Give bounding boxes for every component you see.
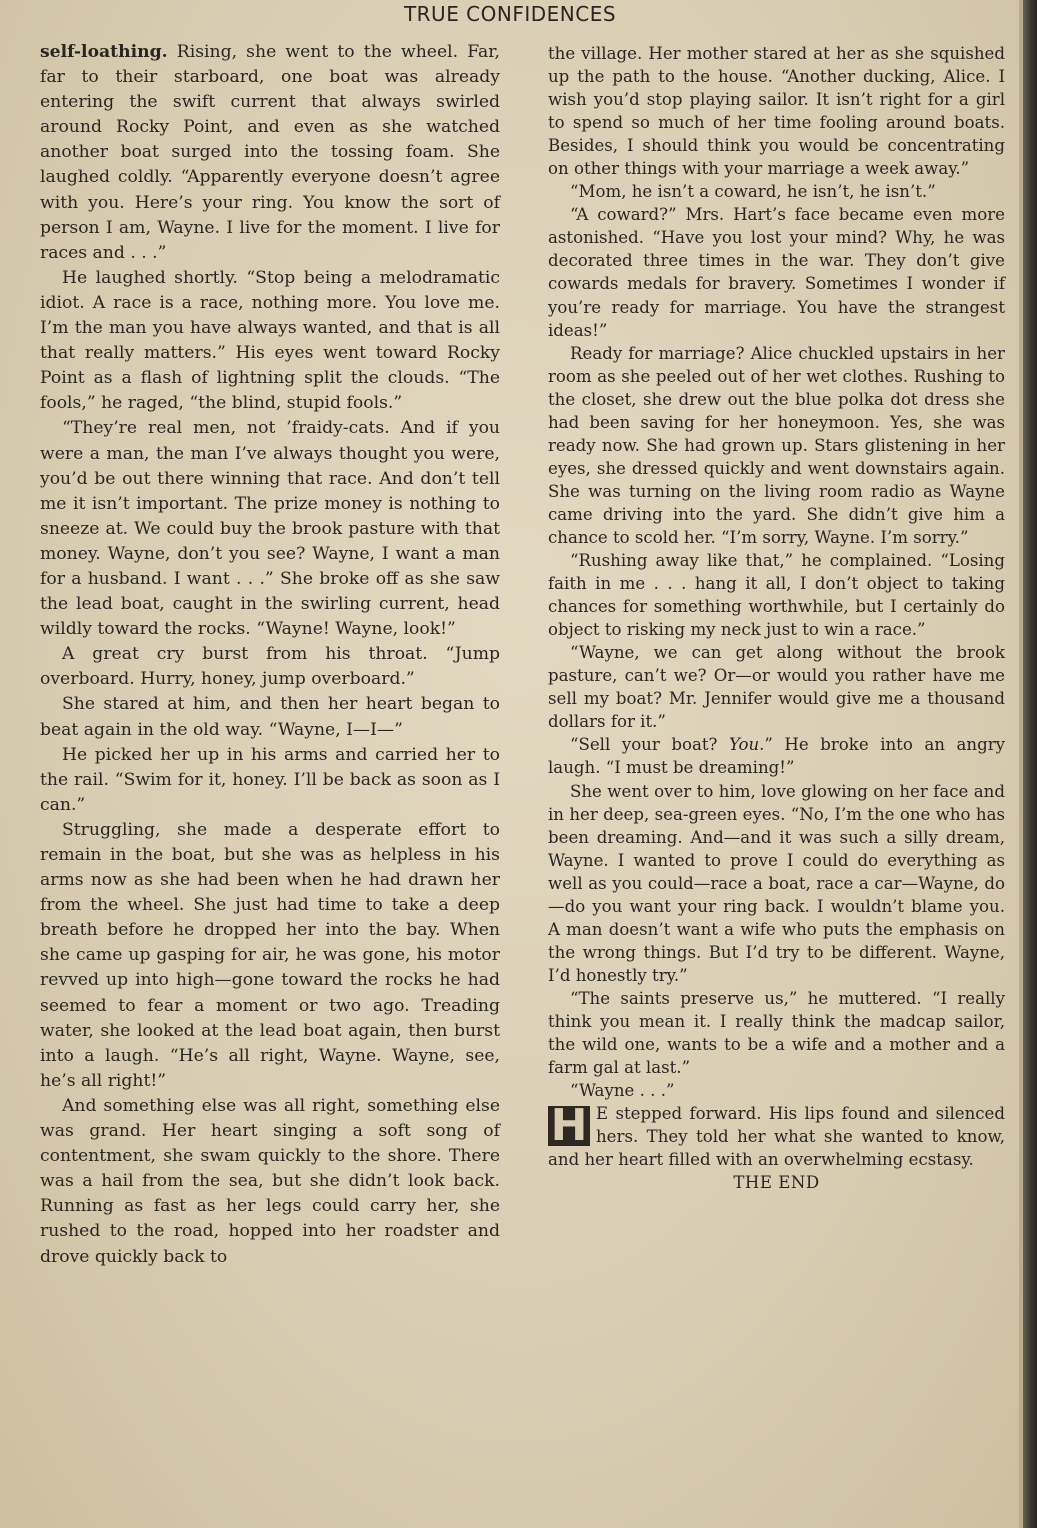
paragraph xyxy=(40,40,500,266)
paragraph: “The saints preserve us,” he muttered. “I really think you mean it. I really think the madcap sailor, the wild one, wants to be a wife and a mother and a farm gal at last.” xyxy=(548,988,1005,1078)
paragraph: And something else was all right, something else was grand. Her heart singing a soft song of contentment, she swam quickly to the shore. There was a hail from the sea, but she didn’t look back. Running as fast as her legs could carry her, she rushed to the road, hopped into her roadster and drove quickly back to xyxy=(40,1095,500,1267)
paragraph: “They’re real men, not ’fraidy-cats. And if you were a man, the man I’ve always thought you were, you’d be out there winning that race. And don’t tell me it isn’t important. The prize money is nothing to sneeze at. We could buy the brook pasture with that money. Wayne, don’t you see? Wayne, I want a man for a husband. I want . . .” She broke off as she saw the lead boat, caught in the swirling current, head wildly toward the rocks. “Wayne! Wayne, look!” xyxy=(40,418,500,640)
paragraph xyxy=(548,733,1005,779)
paragraph-text: Rising, she went to the wheel. Far, far to their starboard, one boat was already entering the swift current that always swirled around Rocky Point, and even as she watched another boat surged into the tossing foam. She laughed coldly. “Apparently everyone doesn’t agree with you. Here’s your ring. You know the sort of person I am, Wayne. I live for the moment. I live for races and . . .” xyxy=(40,42,500,263)
the-end-label: THE END xyxy=(733,1173,820,1193)
right-column xyxy=(548,42,1005,1194)
paragraph: “Mom, he isn’t a coward, he isn’t, he isn’t.” xyxy=(570,182,936,202)
paragraph-text: “Sell your boat? xyxy=(570,735,729,755)
paragraph: He laughed shortly. “Stop being a melodramatic idiot. A race is a race, nothing more. You love me. I’m the man you have always wanted, and that is all that really matters.” His eyes went toward Rocky Point as a flash of lightning split the clouds. “The fools,” he raged, “the blind, stupid fools.” xyxy=(40,267,500,414)
paragraph: the village. Her mother stared at her as she squished up the path to the house. “Another ducking, Alice. I wish you’d stop playing sailor. It isn’t right for a girl to spend so much of her time fooling around boats. Besides, I should think you would be concentrating on other things with your marriage a week away.” xyxy=(548,44,1005,179)
closing-paragraph xyxy=(548,1102,1005,1171)
paragraph: “A coward?” Mrs. Hart’s face became even more astonished. “Have you lost your mind? Why, he was decorated three times in the war. They don’t give cowards medals for bravery. Sometimes I wonder if you’re ready for marriage. You have the strangest ideas!” xyxy=(548,205,1005,340)
paragraph: Ready for marriage? Alice chuckled upstairs in her room as she peeled out of her wet clothes. Rushing to the closet, she drew out the blue polka dot dress she had been saving for her honeymoon. Yes, she was ready now. She had grown up. Stars glistening in her eyes, she dressed quickly and went downstairs again. She was turning on the living room radio as Wayne came driving into the yard. She didn’t give him a chance to scold her. “I’m sorry, Wayne. I’m sorry.” xyxy=(548,343,1005,547)
paragraph: He picked her up in his arms and carried her to the rail. “Swim for it, honey. I’ll be back as soon as I can.” xyxy=(40,744,500,815)
lead-in-text: self-loathing. xyxy=(40,42,168,62)
page-edge-shadow xyxy=(1023,0,1037,1528)
paragraph-text: ” He broke into an angry laugh. “I must be dreaming!” xyxy=(548,735,1005,778)
paragraph: “Wayne . . .” xyxy=(570,1081,675,1101)
left-column xyxy=(40,40,500,1270)
paragraph: “Wayne, we can get along without the brook pasture, can’t we? Or—or would you rather have me sell my boat? Mr. Jennifer would give me a thousand dollars for it.” xyxy=(548,643,1005,732)
paragraph-text: E stepped forward. His lips found and silenced hers. They told her what she wanted to know, and her heart filled with an overwhelming ecstasy. xyxy=(548,1104,1005,1170)
paragraph: “Rushing away like that,” he complained. “Losing faith in me . . . hang it all, I don’t object to taking chances for something worthwhile, but I certainly do object to risking my neck just to win a race.” xyxy=(548,551,1005,640)
emphasis-text: You. xyxy=(728,735,765,755)
running-header: TRUE CONFIDENCES xyxy=(403,2,617,26)
paragraph: She stared at him, and then her heart began to beat again in the old way. “Wayne, I—I—” xyxy=(40,694,500,740)
paragraph: She went over to him, love glowing on her face and in her deep, sea-green eyes. “No, I’m the one who has been dreaming. And—and it was such a silly dream, Wayne. I wanted to prove I could do everything as well as you could—race a boat, race a car—Wayne, do—do you want your ring back. I wouldn’t blame you. A man doesn’t want a wife who puts the emphasis on the wrong things. But I’d try to be different. Wayne, I’d honestly try.” xyxy=(548,781,1005,985)
drop-cap: H xyxy=(548,1106,590,1146)
paragraph: Struggling, she made a desperate effort to remain in the boat, but she was as helpless in his arms now as she had been when he had drawn her from the wheel. She just had time to take a deep breath before he dropped her into the bay. When she came up gasping for air, he was gone, his motor revved up into high—gone toward the rocks he had seemed to fear a moment or two ago. Treading water, she looked at the lead boat again, then burst into a laugh. “He’s all right, Wayne. Wayne, see, he’s all right!” xyxy=(40,819,500,1091)
paragraph: A great cry burst from his throat. “Jump overboard. Hurry, honey, jump overboard.” xyxy=(40,644,500,690)
